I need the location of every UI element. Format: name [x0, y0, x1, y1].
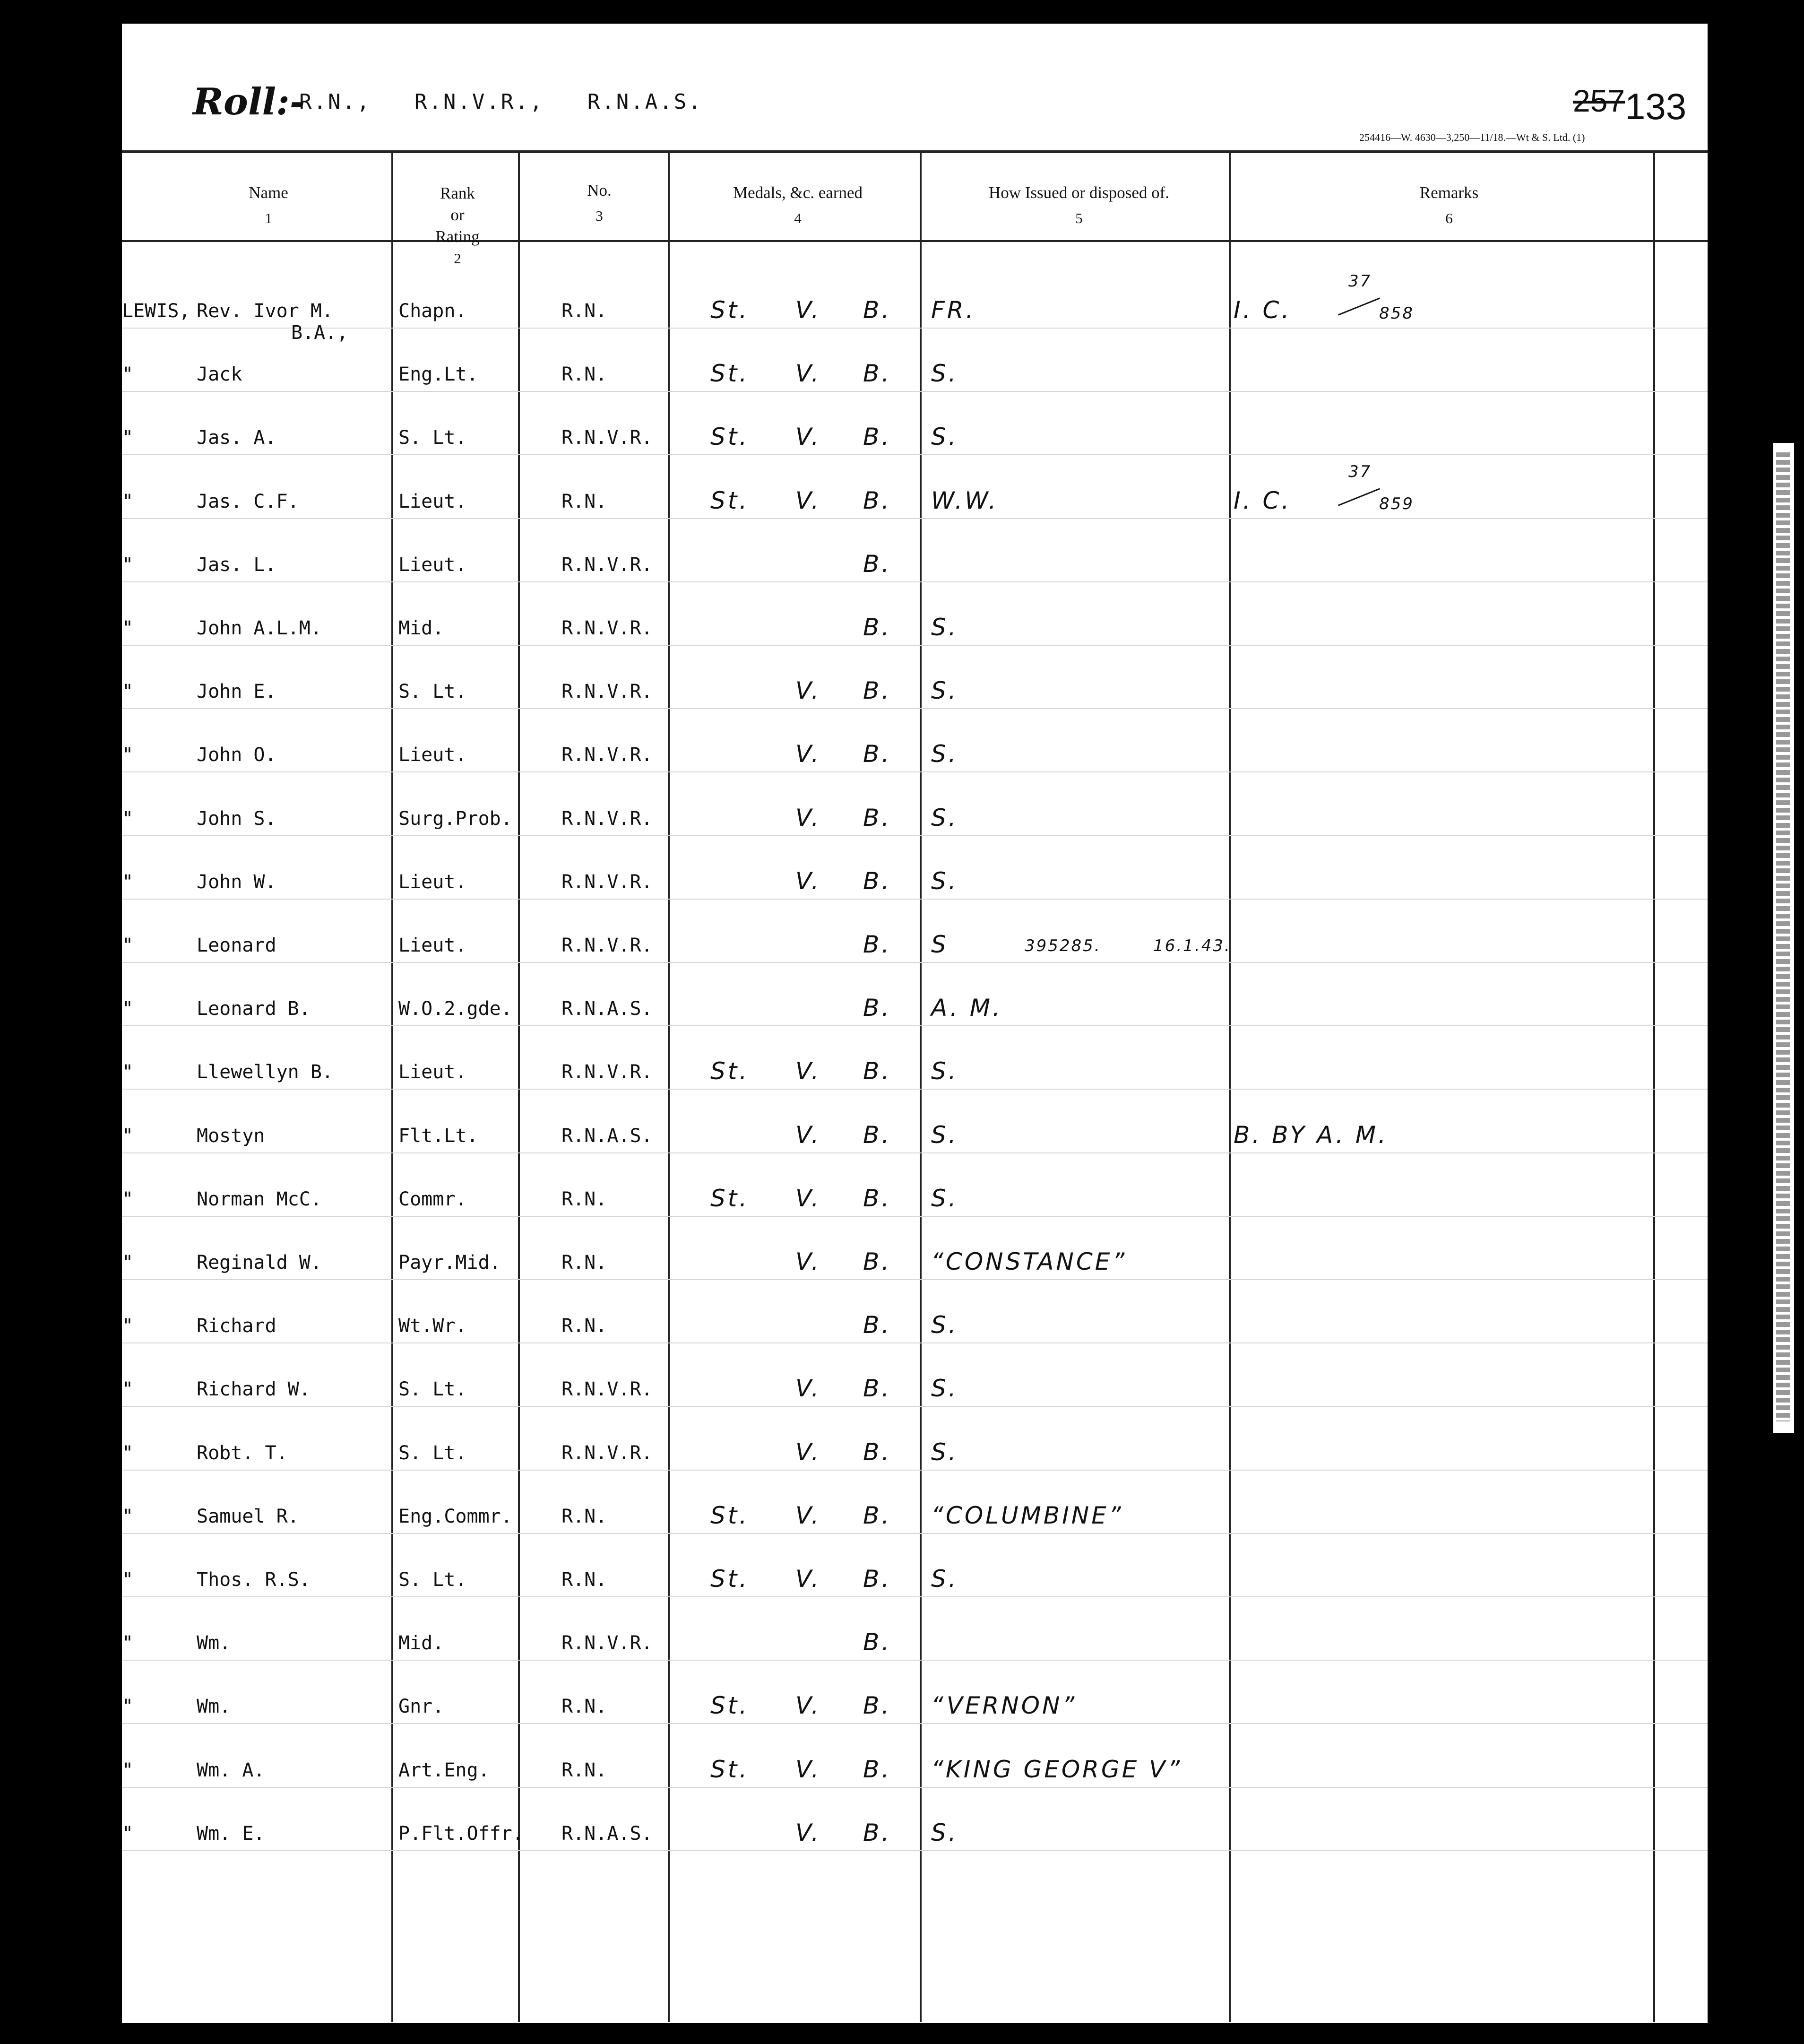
- folio-number: 133: [1625, 86, 1687, 127]
- column-divider: [518, 150, 520, 2022]
- name-ditto: ": [122, 1442, 134, 1464]
- row-rule: [122, 328, 1708, 329]
- name-ditto: ": [122, 1188, 134, 1210]
- british-medal-mark: B.: [863, 1121, 892, 1149]
- column-divider: [391, 150, 393, 2022]
- number-cell: R.N.: [561, 300, 607, 322]
- row-rule: [122, 645, 1708, 646]
- issued-cell: “COLUMBINE”: [931, 1501, 1123, 1529]
- name-cell: Wm.: [197, 1632, 231, 1654]
- header-bottom-rule: [122, 240, 1708, 242]
- printer-imprint: 254416—W. 4630—3,250—11/18.—Wt & S. Ltd. (1): [1359, 131, 1585, 143]
- name-cell: Jas. C.F.: [197, 490, 299, 512]
- row-rule: [122, 391, 1708, 392]
- name-cell: Mostyn: [197, 1125, 265, 1147]
- remarks-fraction-bar: [1338, 297, 1380, 315]
- row-rule: [122, 1787, 1708, 1788]
- issued-cell: S.: [931, 360, 958, 388]
- remarks-fraction-numerator: 37: [1348, 462, 1372, 481]
- rank-cell: Lieut.: [398, 935, 467, 956]
- row-rule: [122, 1850, 1708, 1851]
- star-medal-mark: St.: [710, 1692, 750, 1720]
- british-medal-mark: B.: [863, 994, 892, 1022]
- name-cell-line2: B.A.,: [291, 322, 348, 344]
- name-ditto: ": [122, 1505, 134, 1527]
- victory-medal-mark: V.: [795, 804, 821, 831]
- star-medal-mark: St.: [710, 1057, 750, 1085]
- rank-cell: Lieut.: [398, 871, 467, 893]
- row-rule: [122, 1660, 1708, 1661]
- name-ditto: ": [122, 490, 134, 512]
- victory-medal-mark: V.: [795, 296, 821, 324]
- british-medal-mark: B.: [863, 867, 892, 895]
- number-cell: R.N.V.R.: [561, 1442, 653, 1464]
- margin-strip: [1772, 442, 1795, 1434]
- number-cell: R.N.: [561, 1505, 607, 1527]
- old-folio-number: 257: [1573, 83, 1625, 118]
- issued-cell: S.: [931, 1311, 958, 1339]
- row-rule: [122, 1216, 1708, 1217]
- british-medal-mark: B.: [863, 931, 892, 958]
- row-rule: [122, 1279, 1708, 1280]
- issued-cell: “VERNON”: [931, 1692, 1077, 1720]
- british-medal-mark: B.: [863, 1819, 892, 1846]
- rank-cell: Mid.: [398, 1632, 444, 1654]
- column-divider: [1229, 150, 1231, 2022]
- issued-cell: S.: [931, 1375, 958, 1403]
- british-medal-mark: B.: [863, 1501, 892, 1529]
- number-cell: R.N.V.R.: [561, 681, 653, 703]
- british-medal-mark: B.: [863, 1755, 892, 1783]
- name-ditto: ": [122, 744, 134, 766]
- row-rule: [122, 454, 1708, 455]
- british-medal-mark: B.: [863, 740, 892, 768]
- row-rule: [122, 581, 1708, 582]
- name-ditto: ": [122, 554, 134, 576]
- remarks-fraction-denominator: 858: [1379, 304, 1414, 323]
- british-medal-mark: B.: [863, 1565, 892, 1593]
- british-medal-mark: B.: [863, 1692, 892, 1720]
- name-ditto: ": [122, 871, 134, 893]
- name-cell: Robt. T.: [197, 1442, 288, 1464]
- name-ditto: ": [122, 807, 134, 830]
- name-ditto: ": [122, 935, 134, 956]
- issued-cell: S.: [931, 423, 958, 451]
- row-rule: [122, 518, 1708, 519]
- victory-medal-mark: V.: [795, 867, 821, 895]
- column-divider: [668, 150, 670, 2022]
- british-medal-mark: B.: [863, 1438, 892, 1466]
- name-ditto: ": [122, 1696, 134, 1718]
- rank-cell: Gnr.: [398, 1696, 444, 1718]
- victory-medal-mark: V.: [795, 1565, 821, 1593]
- star-medal-mark: St.: [710, 423, 750, 451]
- name-ditto: ": [122, 1252, 134, 1273]
- row-rule: [122, 1470, 1708, 1471]
- rank-cell: Lieut.: [398, 1061, 467, 1083]
- rank-cell: Flt.Lt.: [398, 1125, 478, 1147]
- victory-medal-mark: V.: [795, 360, 821, 388]
- british-medal-mark: B.: [863, 423, 892, 451]
- name-ditto: ": [122, 364, 134, 386]
- name-ditto: ": [122, 681, 134, 703]
- number-cell: R.N.: [561, 1188, 607, 1210]
- number-cell: R.N.: [561, 490, 607, 512]
- rank-cell: S. Lt.: [398, 1569, 467, 1591]
- number-cell: R.N.A.S.: [561, 998, 653, 1020]
- row-rule: [122, 899, 1708, 900]
- british-medal-mark: B.: [863, 360, 892, 388]
- rank-cell: Payr.Mid.: [398, 1252, 501, 1273]
- rank-cell: Art.Eng.: [398, 1759, 490, 1781]
- number-cell: R.N.A.S.: [561, 1822, 653, 1845]
- star-medal-mark: St.: [710, 1501, 750, 1529]
- star-medal-mark: St.: [710, 296, 750, 324]
- roll-units: R.N., R.N.V.R., R.N.A.S.: [299, 90, 703, 114]
- number-cell: R.N.V.R.: [561, 427, 653, 449]
- british-medal-mark: B.: [863, 1057, 892, 1085]
- rank-cell: S. Lt.: [398, 427, 467, 449]
- name-cell: Richard W.: [197, 1378, 311, 1401]
- victory-medal-mark: V.: [795, 1692, 821, 1720]
- british-medal-mark: B.: [863, 614, 892, 641]
- row-rule: [122, 1089, 1708, 1090]
- name-ditto: ": [122, 427, 134, 449]
- number-cell: R.N.V.R.: [561, 744, 653, 766]
- name-cell: Llewellyn B.: [197, 1061, 333, 1083]
- issued-cell: S.: [931, 804, 958, 831]
- victory-medal-mark: V.: [795, 1057, 821, 1085]
- row-rule: [122, 708, 1708, 709]
- name-cell: Leonard B.: [197, 998, 311, 1020]
- issued-cell: A. M.: [931, 994, 1002, 1022]
- victory-medal-mark: V.: [795, 677, 821, 705]
- name-ditto: ": [122, 1822, 134, 1845]
- number-cell: R.N.: [561, 1569, 607, 1591]
- name-cell: Reginald W.: [197, 1252, 322, 1273]
- victory-medal-mark: V.: [795, 1501, 821, 1529]
- rank-cell: P.Flt.Offr.: [398, 1822, 524, 1845]
- name-ditto: ": [122, 1632, 134, 1654]
- issued-cell: S.: [931, 614, 958, 641]
- name-ditto: ": [122, 617, 134, 639]
- british-medal-mark: B.: [863, 1311, 892, 1339]
- issued-cell: S.: [931, 1184, 958, 1212]
- row-rule: [122, 835, 1708, 836]
- col-header-number: No. 3: [587, 181, 612, 224]
- issued-cell: S.: [931, 740, 958, 768]
- issued-cell: FR.: [931, 296, 976, 324]
- issued-cell: S.: [931, 1057, 958, 1085]
- number-cell: R.N.A.S.: [561, 1125, 653, 1147]
- name-cell: Leonard: [197, 935, 276, 956]
- column-divider: [1653, 150, 1655, 2022]
- name-cell: Wm. E.: [197, 1822, 265, 1845]
- rank-cell: Eng.Lt.: [398, 364, 478, 386]
- remarks-cell: B. BY A. M.: [1234, 1121, 1388, 1149]
- remarks-fraction-denominator: 859: [1379, 494, 1414, 513]
- number-cell: R.N.V.R.: [561, 554, 653, 576]
- number-cell: R.N.: [561, 364, 607, 386]
- number-cell: R.N.V.R.: [561, 1632, 653, 1654]
- number-cell: R.N.V.R.: [561, 807, 653, 830]
- british-medal-mark: B.: [863, 486, 892, 514]
- number-cell: R.N.: [561, 1759, 607, 1781]
- rank-cell: Commr.: [398, 1188, 467, 1210]
- name-cell: Jack: [197, 364, 242, 386]
- row-rule: [122, 962, 1708, 963]
- remarks-fraction-numerator: 37: [1348, 272, 1372, 291]
- remarks-cell: I. C.: [1234, 486, 1292, 514]
- rank-cell: Mid.: [398, 617, 444, 639]
- rank-cell: Surg.Prob.: [398, 807, 512, 830]
- victory-medal-mark: V.: [795, 740, 821, 768]
- name-cell: Norman McC.: [197, 1188, 322, 1210]
- number-cell: R.N.V.R.: [561, 617, 653, 639]
- star-medal-mark: St.: [710, 1565, 750, 1593]
- issued-cell: S.: [931, 1121, 958, 1149]
- col-header-medals: Medals, &c. earned 4: [733, 183, 863, 226]
- col-header-name: Name 1: [249, 183, 288, 226]
- roll-page: [122, 24, 1708, 2023]
- star-medal-mark: St.: [710, 360, 750, 388]
- british-medal-mark: B.: [863, 550, 892, 578]
- name-ditto: ": [122, 1378, 134, 1401]
- margin-stamp: [1776, 452, 1790, 1421]
- rank-cell: S. Lt.: [398, 1442, 467, 1464]
- name-cell: Wm.: [197, 1696, 231, 1718]
- issued-cell: “KING GEORGE V”: [931, 1755, 1183, 1783]
- star-medal-mark: St.: [710, 1184, 750, 1212]
- issued-cell: S.: [931, 677, 958, 705]
- name-ditto: ": [122, 1125, 134, 1147]
- victory-medal-mark: V.: [795, 1184, 821, 1212]
- name-cell: Thos. R.S.: [197, 1569, 311, 1591]
- row-rule: [122, 1152, 1708, 1153]
- roll-label: Roll:-: [193, 80, 305, 123]
- rank-cell: W.O.2.gde.: [398, 998, 512, 1020]
- row-rule: [122, 1596, 1708, 1597]
- rank-cell: Lieut.: [398, 554, 467, 576]
- victory-medal-mark: V.: [795, 1121, 821, 1149]
- issued-cell: S.: [931, 1565, 958, 1593]
- col-header-rank: Rank or Rating 2: [435, 184, 480, 267]
- number-cell: R.N.V.R.: [561, 1061, 653, 1083]
- name-cell: Jas. A.: [197, 427, 276, 449]
- name-ditto: LEWIS,: [122, 300, 190, 322]
- number-cell: R.N.V.R.: [561, 871, 653, 893]
- british-medal-mark: B.: [863, 1375, 892, 1403]
- issued-cell: W.W.: [931, 486, 999, 514]
- remarks-fraction-bar: [1338, 488, 1380, 506]
- name-cell: John O.: [197, 744, 276, 766]
- issued-cell: S.: [931, 1438, 958, 1466]
- number-cell: R.N.: [561, 1315, 607, 1337]
- issued-cell: “CONSTANCE”: [931, 1248, 1127, 1275]
- name-cell: Samuel R.: [197, 1505, 299, 1527]
- rank-cell: S. Lt.: [398, 681, 467, 703]
- british-medal-mark: B.: [863, 804, 892, 831]
- row-rule: [122, 1723, 1708, 1724]
- name-cell: Wm. A.: [197, 1759, 265, 1781]
- rank-cell: Lieut.: [398, 744, 467, 766]
- british-medal-mark: B.: [863, 1628, 892, 1656]
- issued-cell: S: [931, 931, 949, 958]
- number-cell: R.N.V.R.: [561, 1378, 653, 1401]
- british-medal-mark: B.: [863, 1184, 892, 1212]
- issued-cell: S.: [931, 867, 958, 895]
- name-ditto: ": [122, 1315, 134, 1337]
- row-rule: [122, 1342, 1708, 1343]
- name-cell: Jas. L.: [197, 554, 276, 576]
- name-ditto: ": [122, 1759, 134, 1781]
- number-cell: R.N.: [561, 1696, 607, 1718]
- victory-medal-mark: V.: [795, 486, 821, 514]
- name-cell: Richard: [197, 1315, 276, 1337]
- col-header-issued: How Issued or disposed of. 5: [988, 183, 1170, 226]
- name-cell: Rev. Ivor M.: [197, 300, 333, 322]
- rank-cell: Lieut.: [398, 490, 467, 512]
- row-rule: [122, 1406, 1708, 1407]
- victory-medal-mark: V.: [795, 1438, 821, 1466]
- name-ditto: ": [122, 1061, 134, 1083]
- british-medal-mark: B.: [863, 677, 892, 705]
- name-ditto: ": [122, 998, 134, 1020]
- issued-cell: S.: [931, 1819, 958, 1846]
- name-cell: John E.: [197, 681, 276, 703]
- name-cell: John W.: [197, 871, 276, 893]
- victory-medal-mark: V.: [795, 1375, 821, 1403]
- column-divider: [920, 150, 922, 2022]
- name-ditto: ": [122, 1569, 134, 1591]
- number-cell: R.N.V.R.: [561, 935, 653, 956]
- british-medal-mark: B.: [863, 1248, 892, 1275]
- name-cell: John A.L.M.: [197, 617, 322, 639]
- star-medal-mark: St.: [710, 486, 750, 514]
- victory-medal-mark: V.: [795, 1248, 821, 1275]
- issued-note: 395285. 16.1.43.: [1025, 936, 1231, 955]
- rank-cell: Eng.Commr.: [398, 1505, 512, 1527]
- row-rule: [122, 1025, 1708, 1026]
- star-medal-mark: St.: [710, 1755, 750, 1783]
- rank-cell: Wt.Wr.: [398, 1315, 467, 1337]
- victory-medal-mark: V.: [795, 1755, 821, 1783]
- header-top-rule: [122, 150, 1708, 153]
- row-rule: [122, 771, 1708, 772]
- col-header-remarks: Remarks 6: [1419, 183, 1479, 226]
- number-cell: R.N.: [561, 1252, 607, 1273]
- british-medal-mark: B.: [863, 296, 892, 324]
- name-cell: John S.: [197, 807, 276, 830]
- rank-cell: S. Lt.: [398, 1378, 467, 1401]
- remarks-cell: I. C.: [1234, 296, 1292, 324]
- rank-cell: Chapn.: [398, 300, 467, 322]
- victory-medal-mark: V.: [795, 1819, 821, 1846]
- row-rule: [122, 1533, 1708, 1534]
- victory-medal-mark: V.: [795, 423, 821, 451]
